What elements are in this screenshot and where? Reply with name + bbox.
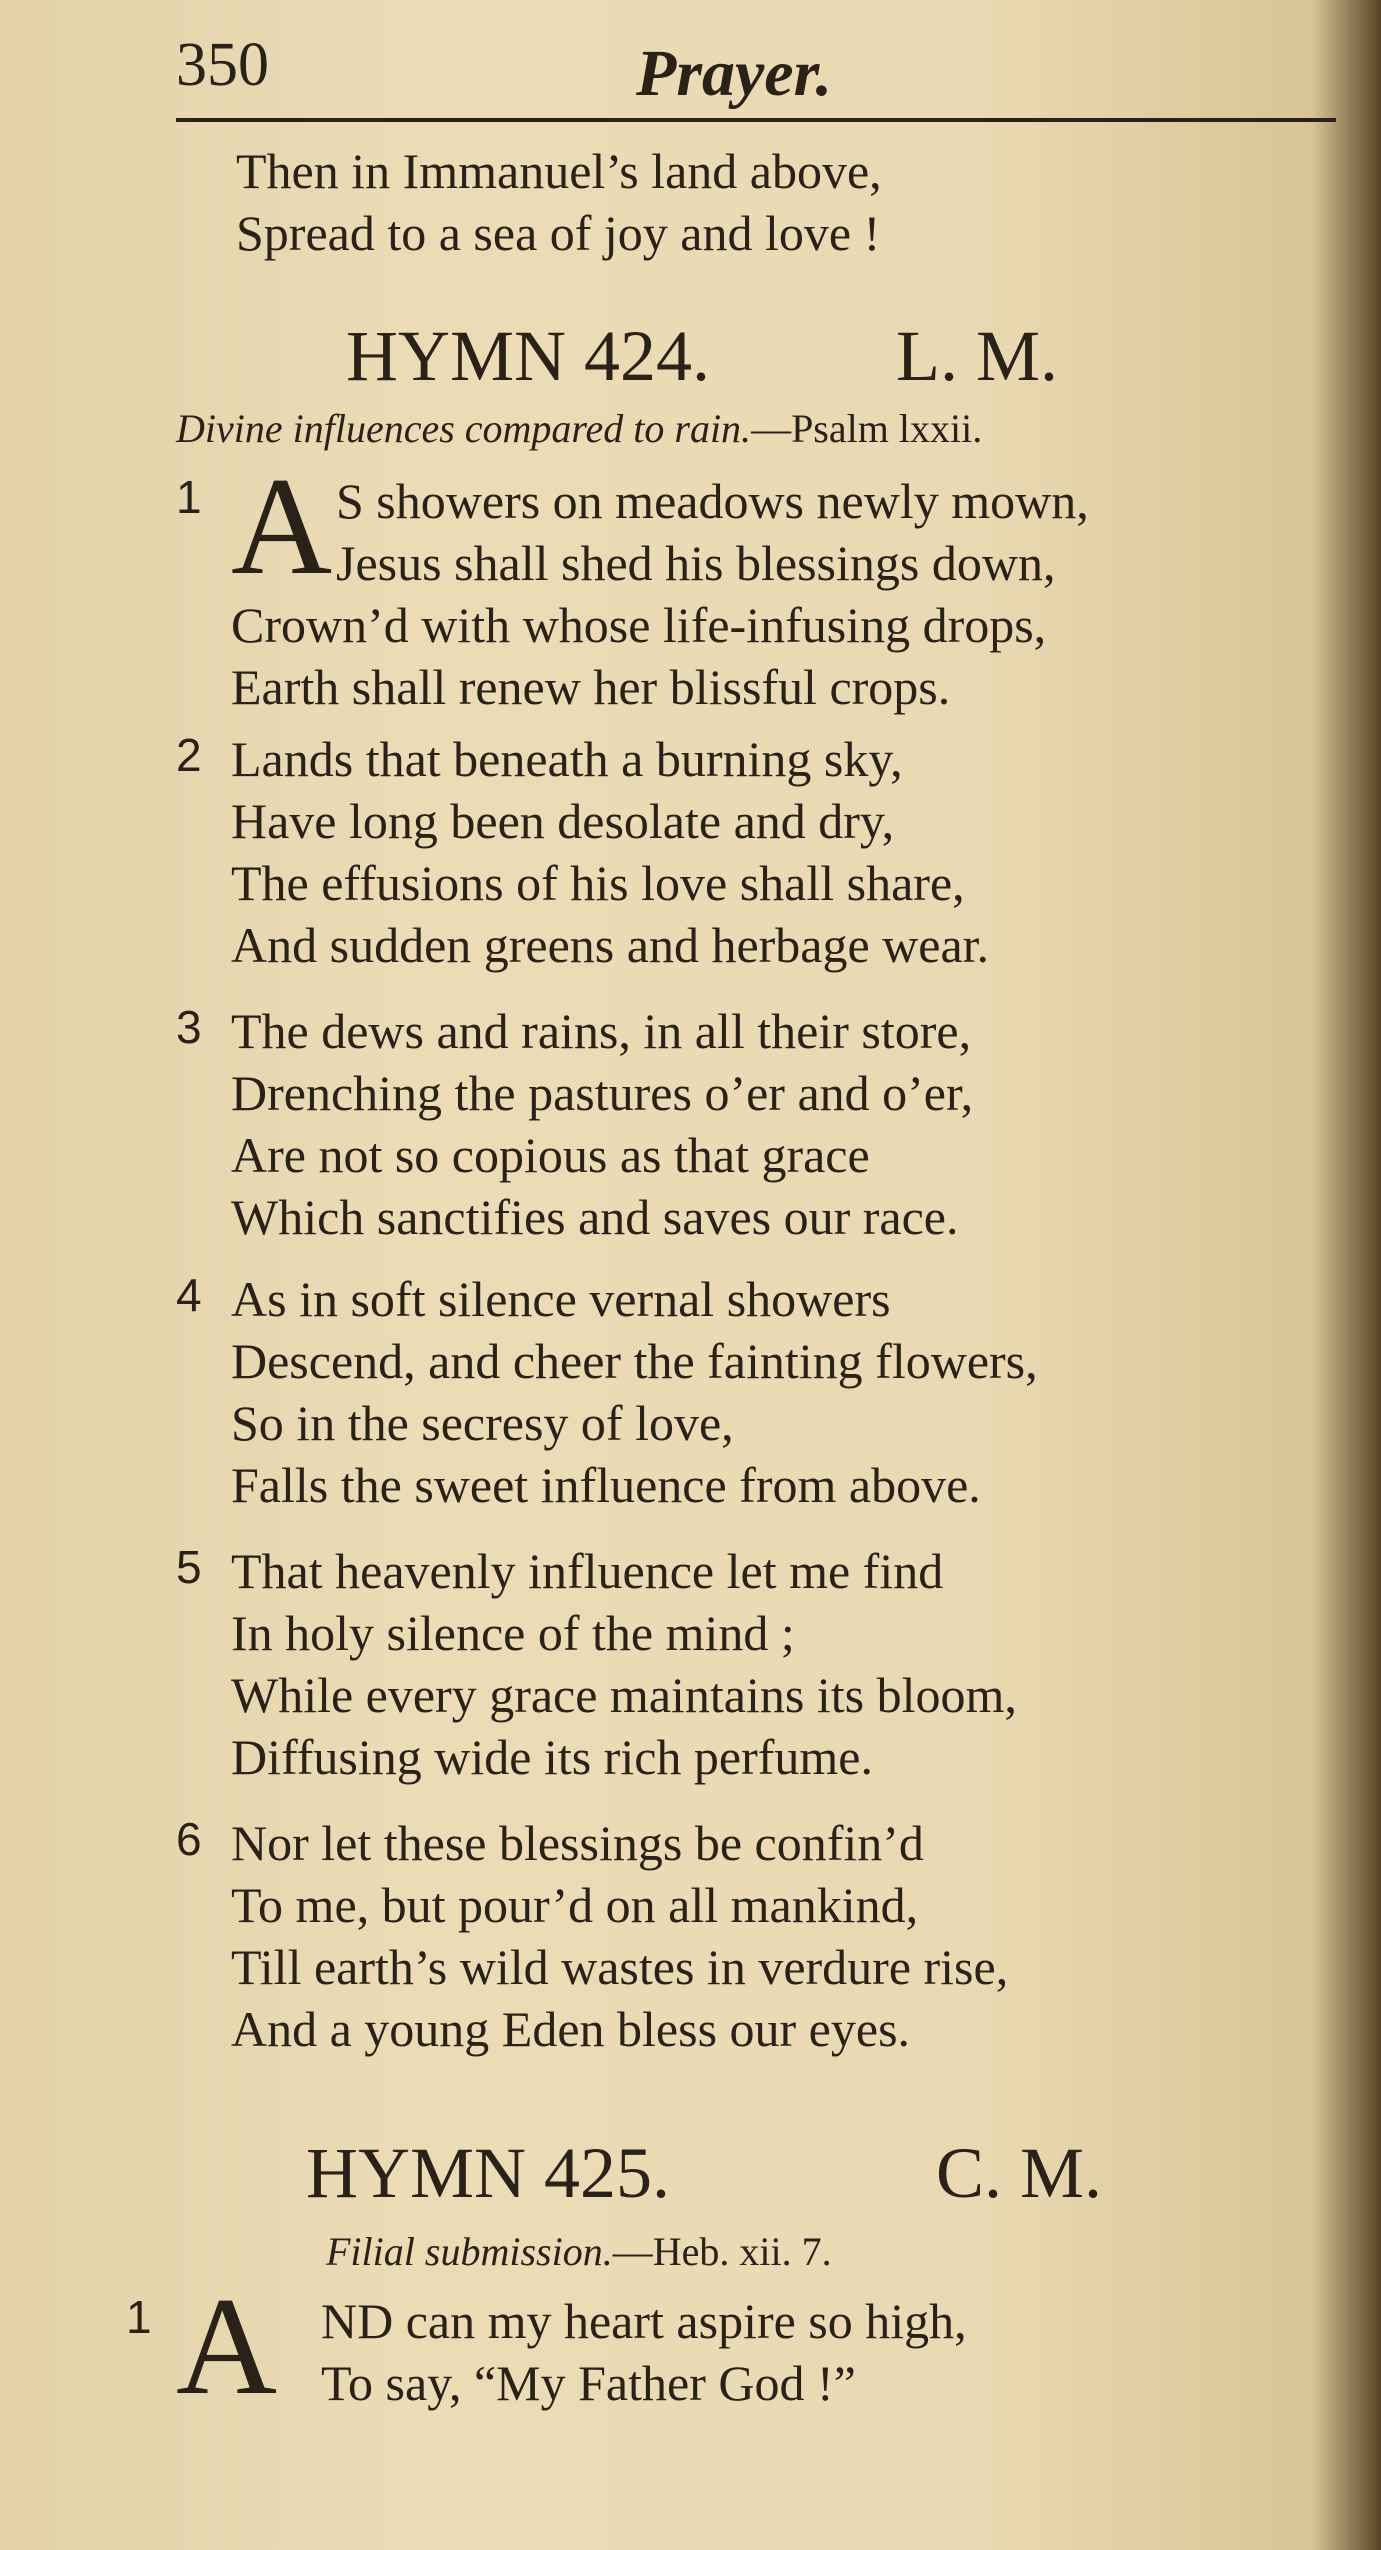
verse-line: Lands that beneath a burning sky, [231,731,903,787]
page-header [176,30,1356,110]
stanza-6 [176,1812,1356,2062]
scripture-reference: —Psalm lxxii. [751,406,983,451]
stanza-number: 3 [176,1001,202,1053]
verse-line: Then in Immanuel’s land above, [236,143,882,199]
scripture-reference: —Heb. xii. 7. [612,2229,832,2274]
hymn-424-subtitle [176,405,982,452]
verse-line: Are not so copious as that grace [231,1127,870,1183]
hymn-topic: Filial submission. [326,2229,613,2274]
verse-line: Drenching the pastures o’er and o’er, [231,1065,974,1121]
stanza-number: 1 [126,2291,152,2343]
verse-line: As in soft silence vernal showers [231,1271,891,1327]
hymn-meter: C. M. [936,2133,1103,2213]
stanza-lines [231,1812,1351,2060]
hymn-425-subtitle [326,2228,832,2275]
hymn-meter: L. M. [896,316,1058,396]
verse-line: The dews and rains, in all their store, [231,1003,972,1059]
verse-line: The effusions of his love shall share, [231,855,965,911]
hymn-425-heading [176,2132,1336,2212]
verse-line: Descend, and cheer the fainting flowers, [231,1333,1038,1389]
verse-line: Which sanctifies and saves our race. [231,1189,959,1245]
verse-line: S showers on meadows newly mown, [336,473,1089,529]
hymn-number: HYMN 425. [306,2133,671,2213]
hymn-424-heading [176,315,1336,395]
stanza-4 [176,1268,1356,1518]
verse-line: Crown’d with whose life-infusing drops, [231,597,1047,653]
verse-line: And a young Eden bless our eyes. [231,2001,911,2057]
stanza-2 [176,728,1356,978]
verse-line: Jesus shall shed his blessings down, [336,535,1056,591]
verse-line: So in the secresy of love, [231,1395,734,1451]
verse-line: Till earth’s wild wastes in verdure rise, [231,1939,1009,1995]
page-number: 350 [176,31,269,99]
verse-line: Diffusing wide its rich perfume. [231,1729,873,1785]
stanza-number: 2 [176,729,202,781]
verse-line: And sudden greens and herbage wear. [231,917,990,973]
drop-cap: A [231,449,333,604]
hymn-topic: Divine influences compared to rain. [176,406,752,451]
previous-hymn-continuation [236,140,1336,264]
verse-line: Earth shall renew her blissful crops. [231,659,951,715]
stanza-1 [176,449,1356,720]
stanza-lines [231,470,1351,718]
verse-line: Falls the sweet influence from above. [231,1457,981,1513]
verse-line: In holy silence of the mind ; [231,1605,795,1661]
stanza-1 [126,2269,1356,2430]
verse-line: To me, but pour’d on all mankind, [231,1877,919,1933]
running-title: Prayer. [636,37,833,110]
header-rule [176,118,1336,122]
verse-line: While every grace maintains its bloom, [231,1667,1017,1723]
drop-cap: A [176,2269,278,2424]
verse-line: Spread to a sea of joy and love ! [236,205,881,261]
stanza-lines [231,728,1351,976]
verse-line: To say, “My Father God !” [321,2355,856,2411]
stanza-number: 5 [176,1541,202,1593]
verse-line: Have long been desolate and dry, [231,793,895,849]
stanza-3 [176,1000,1356,1250]
stanza-lines [231,1540,1351,1788]
hymn-number: HYMN 424. [346,316,711,396]
stanza-number: 4 [176,1269,202,1321]
verse-line: ND can my heart aspire so high, [321,2293,967,2349]
stanza-number: 6 [176,1813,202,1865]
stanza-5 [176,1540,1356,1790]
verse-line: That heavenly influence let me find [231,1543,944,1599]
verse-line: Nor let these blessings be confin’d [231,1815,924,1871]
stanza-lines [231,1268,1351,1516]
stanza-number: 1 [176,471,202,523]
stanza-lines [176,2290,1296,2414]
stanza-lines [231,1000,1351,1248]
